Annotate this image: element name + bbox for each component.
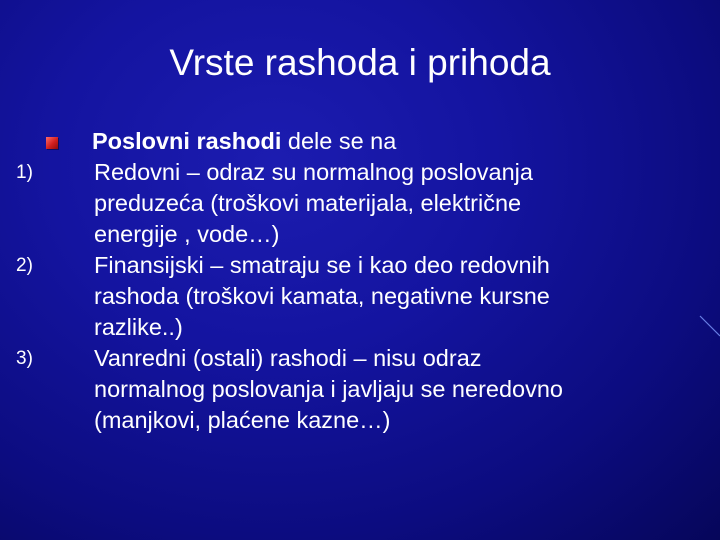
list-item bbox=[14, 343, 694, 436]
intro-bold-text: Poslovni rashodi bbox=[92, 128, 282, 154]
list-line: rashoda (troškovi kamata, negativne kursne bbox=[94, 283, 550, 309]
list-line: Finansijski – smatraju se i kao deo redovnih bbox=[94, 252, 550, 278]
list-line: preduzeća (troškovi materijala, električne bbox=[94, 190, 522, 216]
intro-text bbox=[92, 126, 694, 157]
slide-title: Vrste rashoda i prihoda bbox=[169, 42, 551, 83]
intro-bullet-row bbox=[14, 126, 694, 157]
list-line: energije , vode…) bbox=[94, 221, 280, 247]
list-item-text bbox=[94, 157, 694, 250]
list-line: normalnog poslovanja i javljaju se neredovno bbox=[94, 376, 563, 402]
list-item-text bbox=[94, 250, 694, 343]
slide-body bbox=[14, 126, 694, 436]
list-item-text bbox=[94, 343, 694, 436]
list-item bbox=[14, 157, 694, 250]
list-item bbox=[14, 250, 694, 343]
list-number: 1) bbox=[16, 162, 33, 183]
list-line: razlike..) bbox=[94, 314, 183, 340]
red-square-bullet-icon bbox=[46, 137, 58, 149]
list-number: 2) bbox=[16, 255, 33, 276]
list-line: Vanredni (ostali) rashodi – nisu odraz bbox=[94, 345, 482, 371]
intro-rest-text: dele se na bbox=[281, 128, 397, 154]
list-line: Redovni – odraz su normalnog poslovanja bbox=[94, 159, 533, 185]
list-line: (manjkovi, plaćene kazne…) bbox=[94, 407, 391, 433]
list-number: 3) bbox=[16, 348, 33, 369]
